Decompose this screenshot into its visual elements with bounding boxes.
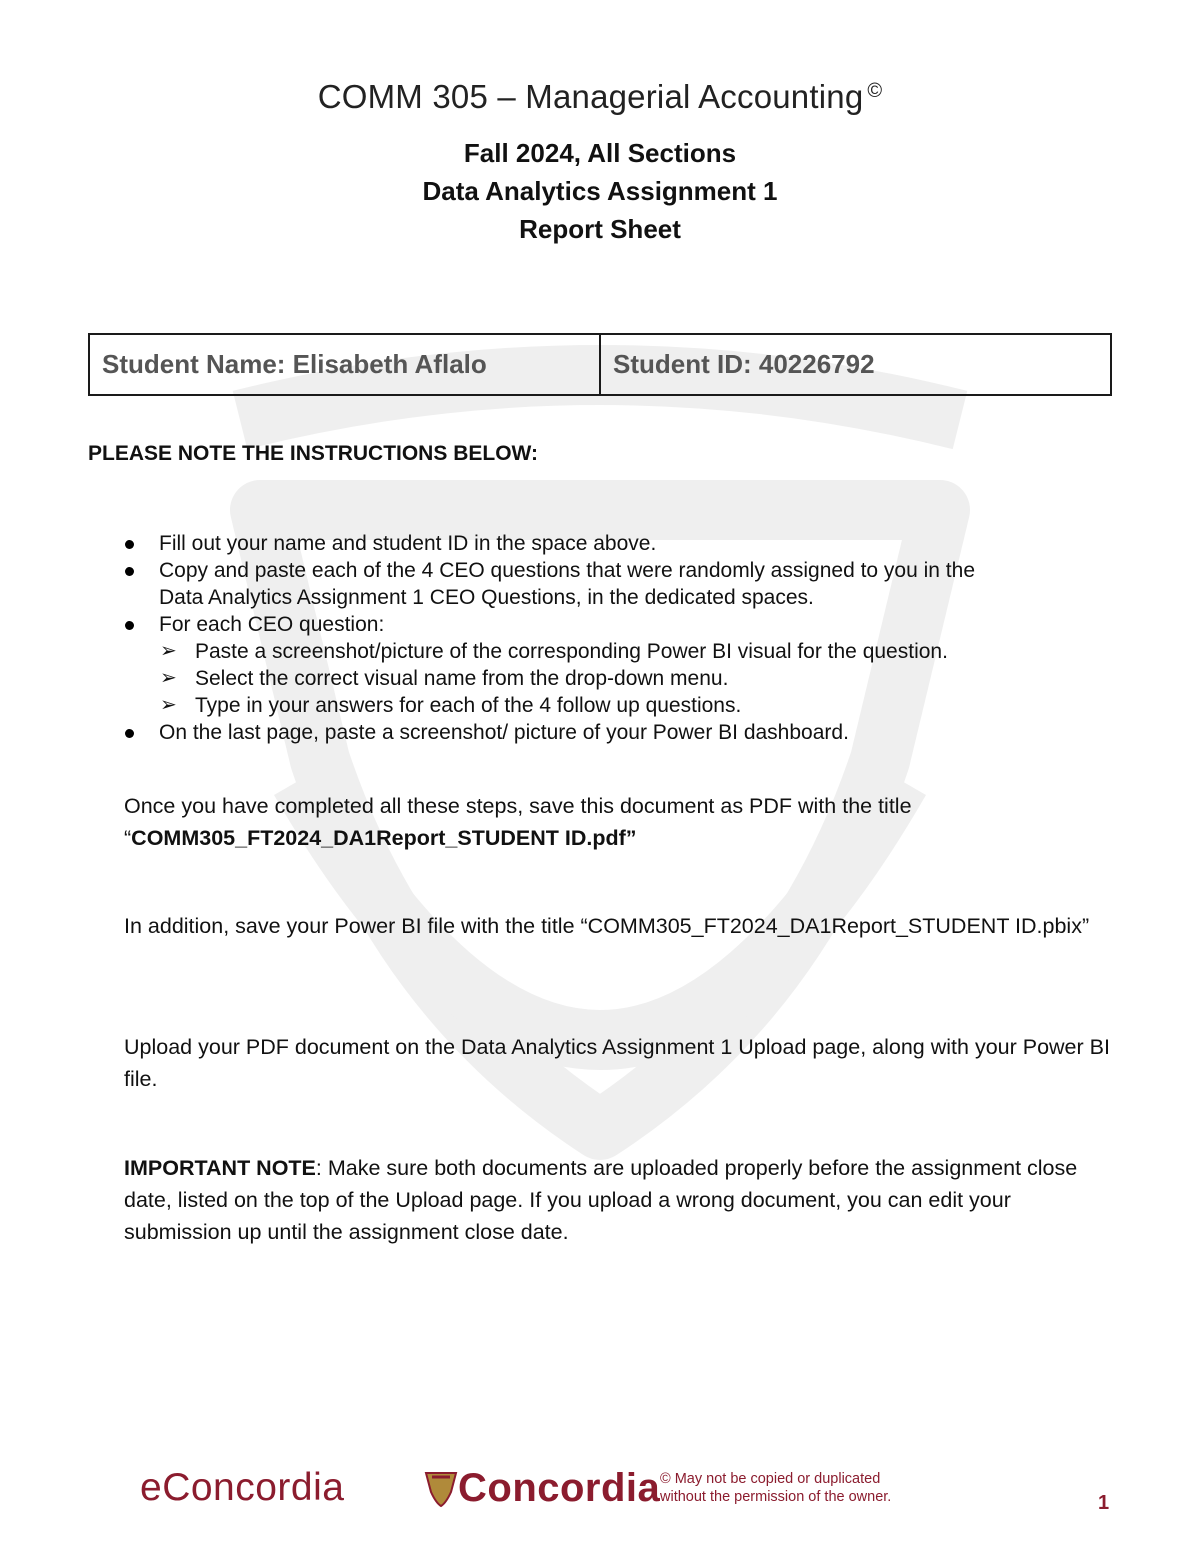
- save-pdf-paragraph: Once you have completed all these steps, save this document as PDF with the title “COMM305_FT2024_DA1Report_STUDENT ID.pdf”: [124, 794, 912, 850]
- sub-list-item: ➢ Select the correct visual name from the drop-down menu.: [160, 667, 729, 690]
- report-sheet-line: Report Sheet: [519, 214, 681, 244]
- list-item: Copy and paste each of the 4 CEO questions that were randomly assigned to you in the Data Analytics Assignment 1 CEO Questions, in the dedicated spaces.: [120, 557, 1120, 611]
- student-info-table: [88, 333, 1112, 396]
- pdf-filename: COMM305_FT2024_DA1Report_STUDENT ID.pdf”: [131, 826, 637, 850]
- concordia-logo: Concordia: [458, 1466, 661, 1510]
- term-line: Fall 2024, All Sections: [463, 138, 737, 168]
- student-id-cell[interactable]: Student ID: 40226792: [600, 334, 1111, 395]
- list-item: On the last page, paste a screenshot/ picture of your Power BI dashboard.: [120, 719, 1120, 746]
- bullet-icon: [125, 567, 134, 576]
- sub-list-item: ➢ Paste a screenshot/picture of the corresponding Power BI visual for the question.: [160, 640, 948, 663]
- copyright-mark: ©: [867, 80, 883, 102]
- arrow-bullet-icon: ➢: [160, 667, 177, 689]
- concordia-shield-icon: [424, 1470, 458, 1508]
- bullet-icon: [125, 621, 134, 630]
- upload-paragraph: Upload your PDF document on the Data Analytics Assignment 1 Upload page, along with your Power BI file.: [124, 1035, 1110, 1091]
- save-pbix-paragraph: In addition, save your Power BI file with the title “COMM305_FT2024_DA1Report_STUDENT ID.pbix”: [124, 914, 1090, 938]
- bullet-icon: [125, 540, 134, 549]
- list-item: Fill out your name and student ID in the space above.: [120, 530, 1120, 557]
- course-title: COMM 305 – Managerial Accounting ©: [317, 78, 883, 115]
- page-number: 1: [1098, 1492, 1110, 1514]
- econcordia-logo: eConcordia: [140, 1466, 345, 1509]
- assignment-line: Data Analytics Assignment 1: [422, 176, 778, 206]
- instruction-list: [120, 530, 1120, 746]
- arrow-bullet-icon: ➢: [160, 694, 177, 716]
- bullet-icon: [125, 729, 134, 738]
- sub-list-item: ➢ Type in your answers for each of the 4 follow up questions.: [160, 694, 742, 717]
- important-note-paragraph: IMPORTANT NOTE: Make sure both documents are uploaded properly before the assignment close date, listed on the top of the Upload page. If you upload a wrong document, you can edit your submission up until the assignment close date.: [124, 1156, 1078, 1244]
- important-note-label: IMPORTANT NOTE: [124, 1156, 316, 1180]
- list-item: For each CEO question:: [120, 611, 1120, 638]
- instructions-heading: PLEASE NOTE THE INSTRUCTIONS BELOW:: [88, 442, 538, 465]
- copyright-notice: © May not be copied or duplicated without the permission of the owner.: [660, 1471, 892, 1505]
- student-name-cell[interactable]: Student Name: Elisabeth Aflalo: [89, 334, 600, 395]
- arrow-bullet-icon: ➢: [160, 640, 177, 662]
